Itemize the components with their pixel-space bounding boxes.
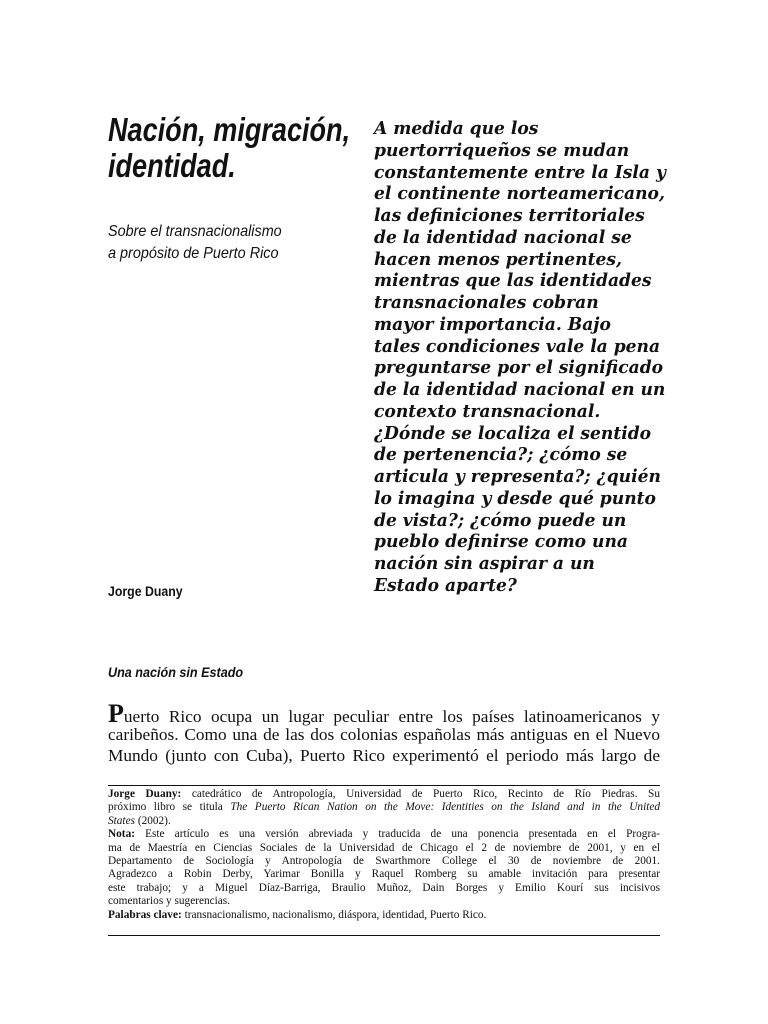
abstract-line: de la identidad nacional en un xyxy=(374,379,666,400)
section-heading: Una nación sin Estado xyxy=(108,664,244,680)
abstract-line: ¿Dónde se localiza el sentido xyxy=(374,422,652,444)
abstract-line: hacen menos pertinentes, xyxy=(374,248,622,270)
body-line: Mundo (junto con Cuba), Puerto Rico experimentó el periodo más largo de xyxy=(108,746,660,765)
footnote-line xyxy=(108,909,660,922)
abstract-line: preguntarse por el significado xyxy=(374,357,664,379)
keywords-text: transnacionalismo, nacionalismo, diáspora, identidad, Puerto Rico. xyxy=(184,908,487,921)
abstract-line: articula y representa?; ¿quién xyxy=(374,466,661,487)
article-subtitle-line: Sobre el transnacionalismo xyxy=(108,223,282,240)
abstract-line: constantemente entre la Isla y xyxy=(374,161,666,183)
abstract-line: puertorriqueños se mudan xyxy=(374,139,630,161)
footnote-line xyxy=(108,815,660,828)
article-subtitle xyxy=(108,221,282,265)
article-title xyxy=(108,111,351,184)
abstract-line: de pertenencia?; ¿cómo se xyxy=(374,444,628,466)
author-note-label: Jorge Duany: xyxy=(108,788,182,800)
abstract-line: el continente norteamericano, xyxy=(374,183,665,205)
author-note-text: (2002). xyxy=(137,814,171,827)
body-paragraph xyxy=(108,699,660,766)
nota-text: Este artículo es una versión abreviada y traducida de una ponencia presentada en el Progra- xyxy=(145,828,660,841)
article-title-line: Nación, migración, xyxy=(108,111,351,148)
body-line xyxy=(108,699,660,728)
footnote-line: Agradezco a Robin Derby, Yarimar Bonilla y Raquel Romberg su amable invitación para presentar xyxy=(108,868,660,881)
footnote-line: este trabajo; y a Miguel Díaz-Barriga, Braulio Muñoz, Dain Borges y Emilio Kourí sus incisivos xyxy=(108,881,660,894)
footnote-line: Departamento de Sociología y Antropología de Swarthmore College el 30 de noviembre de 2001. xyxy=(108,855,660,868)
article-subtitle-line: a propósito de Puerto Rico xyxy=(108,245,279,262)
article-title-line: identidad. xyxy=(108,147,236,184)
abstract-line: de la identidad nacional se xyxy=(374,226,632,248)
book-title: States xyxy=(108,814,135,827)
abstract-line: las definiciones territoriales xyxy=(374,205,645,226)
body-line: caribeños. Como una de las dos colonias españolas más antiguas en el Nuevo xyxy=(108,725,660,744)
author-name: Jorge Duany xyxy=(108,583,183,599)
abstract-line: mayor importancia. Bajo xyxy=(374,313,611,335)
book-title: The Puerto Rican Nation on the Move: Identities on the Island and in the United xyxy=(230,801,661,814)
abstract-line: Estado aparte? xyxy=(374,574,517,596)
abstract-line: contexto transnacional. xyxy=(374,400,601,422)
abstract-line: lo imagina y desde qué punto xyxy=(374,487,656,509)
footnote-bottom-divider xyxy=(108,935,660,936)
abstract-line: A medida que los xyxy=(374,118,539,139)
body-line-text: uerto Rico ocupa un lugar peculiar entre los países latinoamericanos y xyxy=(123,707,660,726)
abstract-line: de vista?; ¿cómo puede un xyxy=(374,509,627,531)
article-abstract xyxy=(374,118,666,597)
abstract-line: pueblo definirse como una xyxy=(374,531,628,553)
footnotes xyxy=(108,788,660,922)
footnote-line xyxy=(108,828,660,841)
footnote-line xyxy=(108,801,660,814)
drop-cap: P xyxy=(108,699,124,728)
abstract-line: transnacionales cobran xyxy=(374,292,599,313)
footnote-line: ma de Maestría en Ciencias Sociales de la Universidad de Chicago el 2 de noviembre de 2001, y en el xyxy=(108,841,660,854)
keywords-label: Palabras clave: xyxy=(108,908,182,921)
abstract-line: nación sin aspirar a un xyxy=(374,553,595,574)
footnote-line: comentarios y sugerencias. xyxy=(108,895,231,908)
abstract-line: tales condiciones vale la pena xyxy=(374,335,661,357)
author-note-text: próximo libro se titula xyxy=(108,801,223,814)
nota-label: Nota: xyxy=(108,828,135,841)
footnote-divider xyxy=(108,785,660,786)
footnote-line xyxy=(108,788,660,801)
author-note-text: catedrático de Antropología, Universidad de Puerto Rico, Recinto de Río Piedras. Su xyxy=(191,788,660,800)
abstract-line: mientras que las identidades xyxy=(374,270,652,292)
